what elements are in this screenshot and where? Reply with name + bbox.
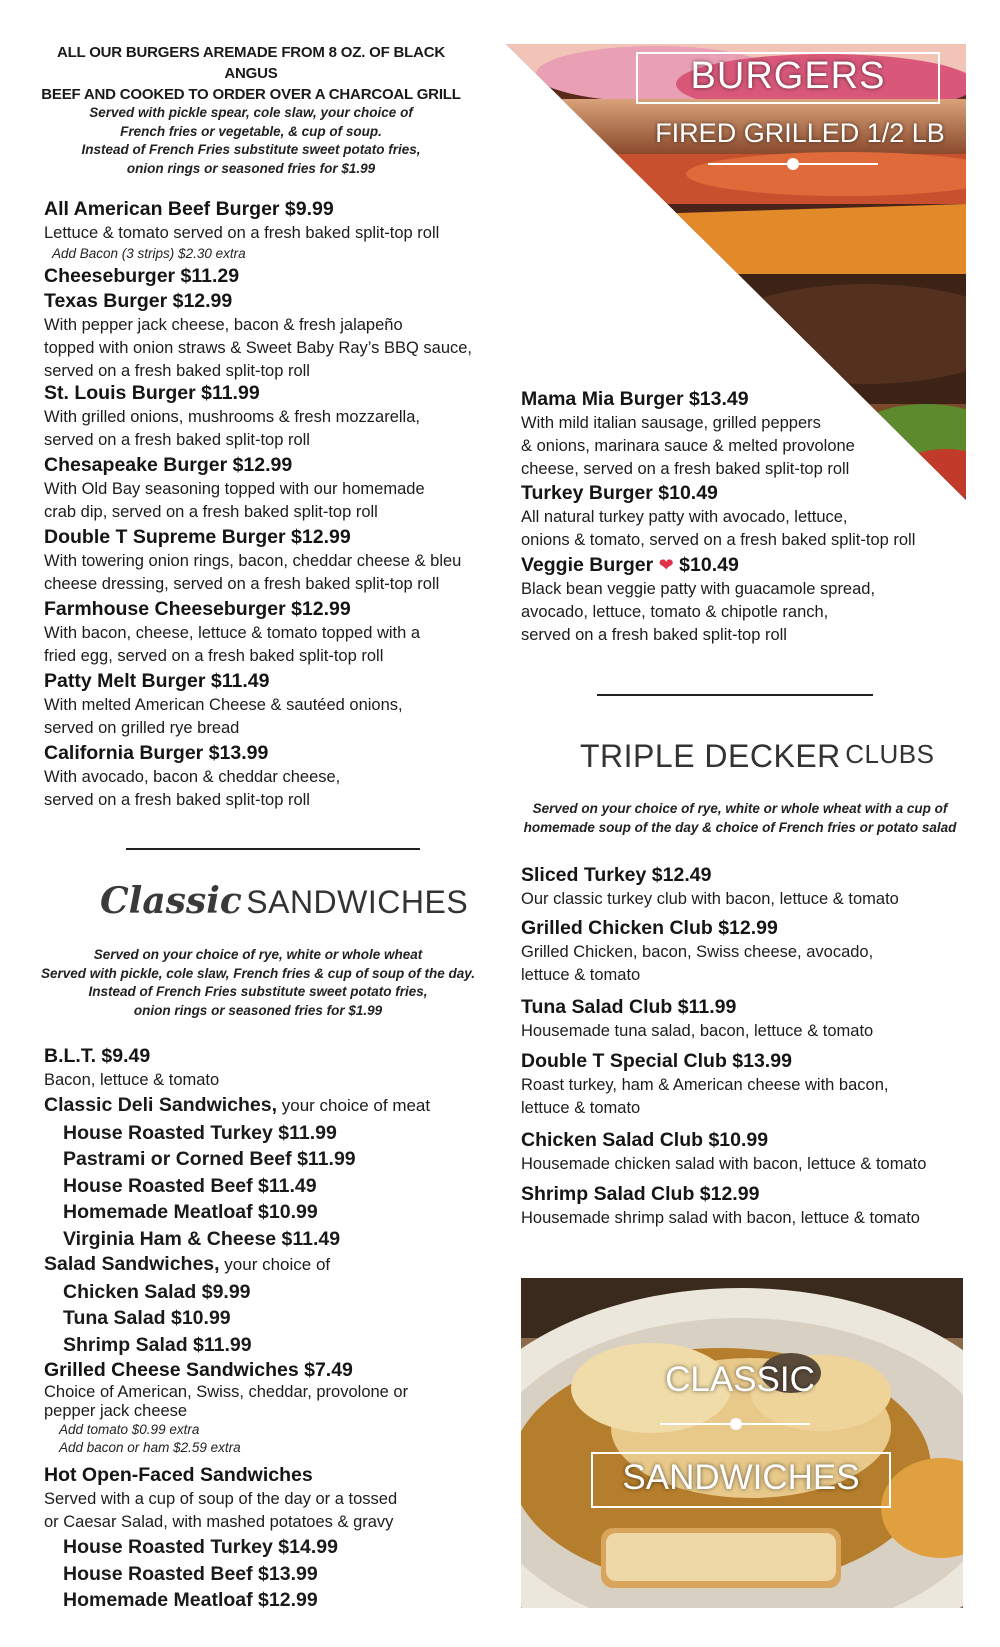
item-name: Double T Special Club $13.99 <box>521 1050 792 1072</box>
item-name: All American Beef Burger $9.99 <box>44 198 334 220</box>
menu-item-grilled-chicken-club <box>521 915 971 987</box>
item-desc: Choice of American, Swiss, cheddar, provolone or <box>44 1383 409 1401</box>
item-desc: served on a fresh baked split-top roll <box>44 362 310 380</box>
burgers-image-subtitle: FIRED GRILLED 1/2 LB <box>655 118 945 148</box>
group-name: Classic Deli Sandwiches, <box>44 1094 278 1116</box>
item-desc: Housemade shrimp salad with bacon, lettuce & tomato <box>521 1209 920 1227</box>
item-name: Turkey Burger $10.49 <box>521 482 718 504</box>
sandwich-title-dot <box>730 1418 742 1430</box>
menu-item-shrimp-salad-club <box>521 1181 971 1230</box>
menu-item-patty-melt-burger <box>44 668 484 740</box>
menu-item-blt <box>44 1043 484 1092</box>
item-name: Sliced Turkey $12.49 <box>521 864 712 886</box>
sub-item: Tuna Salad $10.99 <box>63 1307 231 1329</box>
burgers-note <box>36 104 466 178</box>
item-name: St. Louis Burger $11.99 <box>44 382 260 404</box>
group-suffix: your choice of meat <box>277 1096 431 1115</box>
item-desc: cheese, served on a fresh baked split-top roll <box>521 460 850 478</box>
item-desc: With Old Bay seasoning topped with our homemade <box>44 480 425 498</box>
menu-item-chicken-salad-club <box>521 1127 971 1176</box>
item-desc: or Caesar Salad, with mashed potatoes & gravy <box>44 1513 394 1531</box>
group-name: Salad Sandwiches, <box>44 1253 220 1275</box>
item-desc: With pepper jack cheese, bacon & fresh jalapeño <box>44 316 403 334</box>
sandwiches-title-caps: SANDWICHES <box>246 884 469 920</box>
note-line: French fries or vegetable, & cup of soup. <box>120 123 382 139</box>
item-desc: onions & tomato, served on a fresh baked split-top roll <box>521 531 916 549</box>
item-desc: & onions, marinara sauce & melted provolone <box>521 437 855 455</box>
item-desc: With melted American Cheese & sautéed onions, <box>44 696 403 714</box>
clubs-title-main: TRIPLE DECKER <box>580 738 841 774</box>
item-desc: served on a fresh baked split-top roll <box>44 431 310 449</box>
divider <box>597 694 873 696</box>
menu-item-mama-mia-burger <box>521 386 941 481</box>
menu-group-hot-open-faced <box>44 1462 484 1614</box>
note-line: onion rings or seasoned fries for $1.99 <box>126 160 376 176</box>
menu-item-grilled-cheese <box>44 1357 484 1457</box>
note-line: Instead of French Fries substitute sweet potato fries, <box>81 142 421 157</box>
item-desc: Housemade tuna salad, bacon, lettuce & tomato <box>521 1022 874 1040</box>
item-name: Farmhouse Cheeseburger $12.99 <box>44 598 351 620</box>
sandwiches-note <box>36 946 480 1020</box>
item-name: Texas Burger $12.99 <box>44 290 233 312</box>
sub-item: House Roasted Turkey $14.99 <box>63 1536 338 1558</box>
heart-icon: ❤ <box>658 555 674 575</box>
sub-item: Homemade Meatloaf $12.99 <box>63 1589 318 1611</box>
item-name: Double T Supreme Burger $12.99 <box>44 526 351 548</box>
item-name: B.L.T. $9.49 <box>44 1045 151 1067</box>
item-name: Tuna Salad Club $11.99 <box>521 996 737 1018</box>
item-desc: With towering onion rings, bacon, cheddar cheese & bleu <box>44 552 462 570</box>
sub-item: Chicken Salad $9.99 <box>63 1280 251 1303</box>
menu-item-double-t-supreme-burger <box>44 524 494 596</box>
note-line: Served with pickle spear, cole slaw, your choice of <box>89 105 413 120</box>
clubs-title <box>580 738 940 775</box>
item-extra: Add bacon or ham $2.59 extra <box>59 1440 241 1455</box>
sub-item: Pastrami or Corned Beef $11.99 <box>63 1148 356 1170</box>
menu-item-turkey-burger <box>521 480 961 552</box>
item-desc: With bacon, cheese, lettuce & tomato topped with a <box>44 624 421 642</box>
note-line: homemade soup of the day & choice of French fries or potato salad <box>523 819 957 835</box>
sub-item: Homemade Meatloaf $10.99 <box>63 1201 318 1223</box>
item-desc: topped with onion straws & Sweet Baby Ray’s BBQ sauce, <box>44 339 473 357</box>
item-name: Chicken Salad Club $10.99 <box>521 1129 769 1151</box>
item-name: Grilled Chicken Club $12.99 <box>521 917 778 939</box>
burgers-header-line: BEEF AND COOKED TO ORDER OVER A CHARCOAL GRILL <box>41 86 461 103</box>
item-desc: Grilled Chicken, bacon, Swiss cheese, avocado, <box>521 943 874 961</box>
item-name: Grilled Cheese Sandwiches $7.49 <box>44 1359 353 1381</box>
item-name: California Burger $13.99 <box>44 742 269 764</box>
note-line: Instead of French Fries substitute sweet potato fries, <box>88 984 428 999</box>
sandwich-image-title-top: CLASSIC <box>665 1360 815 1399</box>
menu-item-sliced-turkey-club <box>521 862 971 911</box>
item-desc: fried egg, served on a fresh baked split-top roll <box>44 647 384 665</box>
item-name: Patty Melt Burger $11.49 <box>44 670 270 692</box>
sub-item: House Roasted Beef $11.49 <box>63 1174 317 1197</box>
item-desc: Our classic turkey club with bacon, lettuce & tomato <box>521 890 899 908</box>
menu-group-salad-sandwiches <box>44 1251 484 1358</box>
burgers-header <box>36 42 466 105</box>
item-price: $10.49 <box>679 554 739 576</box>
item-desc: With avocado, bacon & cheddar cheese, <box>44 768 341 786</box>
item-name: Veggie Burger <box>521 554 654 576</box>
menu-item-farmhouse-cheeseburger <box>44 596 484 668</box>
item-extra: Add Bacon (3 strips) $2.30 extra <box>52 246 246 261</box>
menu-item-chesapeake-burger <box>44 452 484 524</box>
group-name: Hot Open-Faced Sandwiches <box>44 1464 313 1486</box>
sandwich-image-title-bottom: SANDWICHES <box>622 1458 860 1497</box>
menu-item-california-burger <box>44 740 484 812</box>
item-desc: Lettuce & tomato served on a fresh baked split-top roll <box>44 224 440 242</box>
menu-item-veggie-burger <box>521 552 961 647</box>
burgers-header-line: ALL OUR BURGERS AREMADE FROM 8 OZ. OF BLACK ANGUS <box>56 44 446 82</box>
divider <box>126 848 420 850</box>
item-desc: Served with a cup of soup of the day or a tossed <box>44 1490 398 1508</box>
note-line: Served on your choice of rye, white or whole wheat with a cup of <box>532 801 948 816</box>
note-line: onion rings or seasoned fries for $1.99 <box>133 1002 383 1018</box>
item-extra: Add tomato $0.99 extra <box>59 1422 200 1437</box>
sub-item: House Roasted Beef $13.99 <box>63 1562 318 1585</box>
item-desc: All natural turkey patty with avocado, lettuce, <box>521 508 848 526</box>
menu-item-texas-burger <box>44 288 484 383</box>
sandwich-photo <box>521 1278 963 1608</box>
burgers-title-dot <box>787 158 799 170</box>
item-desc: lettuce & tomato <box>521 966 641 984</box>
item-name: Chesapeake Burger $12.99 <box>44 454 293 476</box>
note-line: Served with pickle, cole slaw, French fries & cup of soup of the day. <box>40 965 476 981</box>
item-desc: lettuce & tomato <box>521 1099 641 1117</box>
item-desc: crab dip, served on a fresh baked split-top roll <box>44 503 378 521</box>
menu-item-all-american-burger <box>44 196 484 263</box>
item-desc: Bacon, lettuce & tomato <box>44 1071 220 1089</box>
note-line: Served on your choice of rye, white or whole wheat <box>93 947 423 962</box>
menu-group-classic-deli <box>44 1092 484 1252</box>
item-desc: served on a fresh baked split-top roll <box>521 626 787 644</box>
item-desc: served on a fresh baked split-top roll <box>44 791 310 809</box>
item-desc: cheese dressing, served on a fresh baked split-top roll <box>44 575 440 593</box>
sub-item: Shrimp Salad $11.99 <box>63 1333 252 1356</box>
item-desc: served on grilled rye bread <box>44 719 240 737</box>
item-desc: With mild italian sausage, grilled peppers <box>521 414 821 432</box>
item-name: Mama Mia Burger $13.49 <box>521 388 749 410</box>
item-desc: Housemade chicken salad with bacon, lettuce & tomato <box>521 1155 927 1173</box>
menu-item-st-louis-burger <box>44 380 484 452</box>
item-desc: With grilled onions, mushrooms & fresh mozzarella, <box>44 408 420 426</box>
menu-item-tuna-salad-club <box>521 994 971 1043</box>
item-desc: pepper jack cheese <box>44 1402 188 1420</box>
sandwiches-title-script: Classic <box>100 880 242 922</box>
sub-item: House Roasted Turkey $11.99 <box>63 1121 337 1144</box>
sandwich-photo-graphic <box>521 1278 963 1608</box>
item-desc: avocado, lettuce, tomato & chipotle ranch, <box>521 603 829 621</box>
burgers-image-title: BURGERS <box>690 55 886 97</box>
sandwiches-title <box>100 880 469 922</box>
group-suffix: your choice of <box>219 1255 331 1274</box>
sub-item: Virginia Ham & Cheese $11.49 <box>63 1227 341 1250</box>
menu-item-cheeseburger: Cheeseburger $11.29 <box>44 265 240 287</box>
item-desc: Roast turkey, ham & American cheese with bacon, <box>521 1076 889 1094</box>
item-desc: Black bean veggie patty with guacamole spread, <box>521 580 876 598</box>
menu-item-double-t-special-club <box>521 1048 971 1120</box>
clubs-title-small: CLUBS <box>845 739 935 769</box>
clubs-note <box>514 800 966 837</box>
item-name: Shrimp Salad Club $12.99 <box>521 1183 760 1205</box>
